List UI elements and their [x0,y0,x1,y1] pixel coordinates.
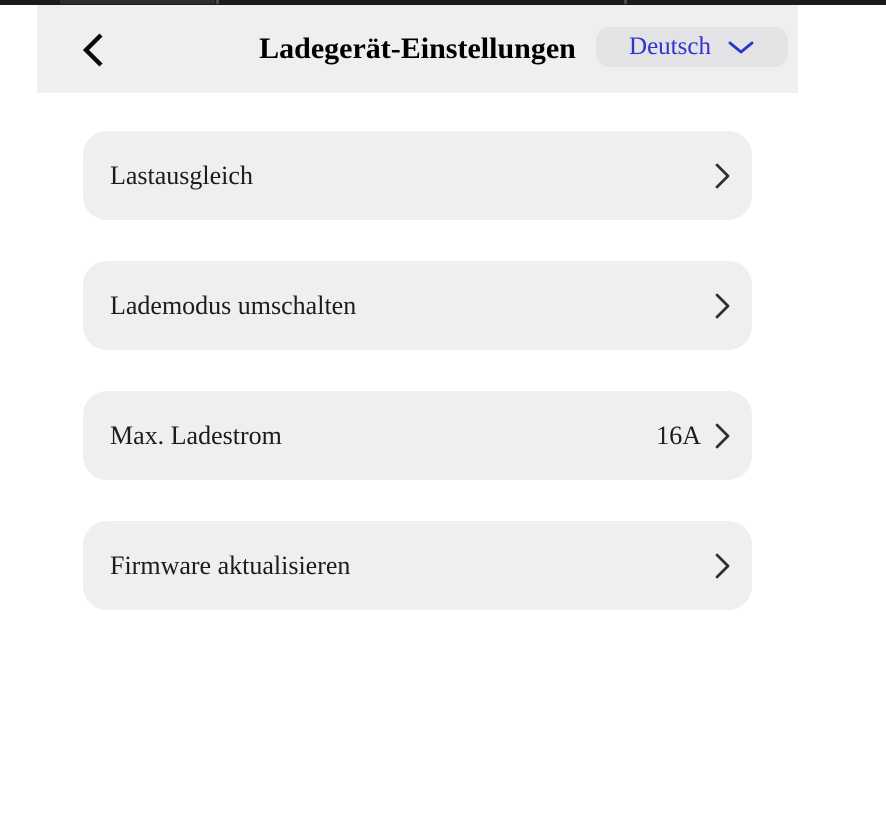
back-button[interactable] [71,27,115,73]
page-title: Ladegerät-Einstellungen [259,32,576,65]
settings-item-label: Lademodus umschalten [110,290,357,320]
top-strip-divider [624,0,627,4]
settings-item-label: Firmware aktualisieren [110,550,351,580]
language-label: Deutsch [629,32,711,60]
chevron-left-icon [81,31,105,69]
settings-item-lastausgleich[interactable] [83,131,752,220]
settings-item-label: Lastausgleich [110,160,253,190]
top-strip-divider [216,0,219,4]
settings-list [83,131,752,651]
settings-item-value: 16A [656,420,701,450]
header-bar [37,5,798,93]
chevron-right-icon [714,162,731,190]
chevron-right-icon [714,422,731,450]
chevron-down-icon [727,40,755,55]
chevron-right-icon [714,552,731,580]
settings-item-firmware-aktualisieren[interactable] [83,521,752,610]
settings-item-lademodus-umschalten[interactable] [83,261,752,350]
top-strip-segment [60,0,215,4]
settings-item-label: Max. Ladestrom [110,420,282,450]
chevron-right-icon [714,292,731,320]
settings-item-max-ladestrom[interactable] [83,391,752,480]
language-selector[interactable] [596,27,788,67]
